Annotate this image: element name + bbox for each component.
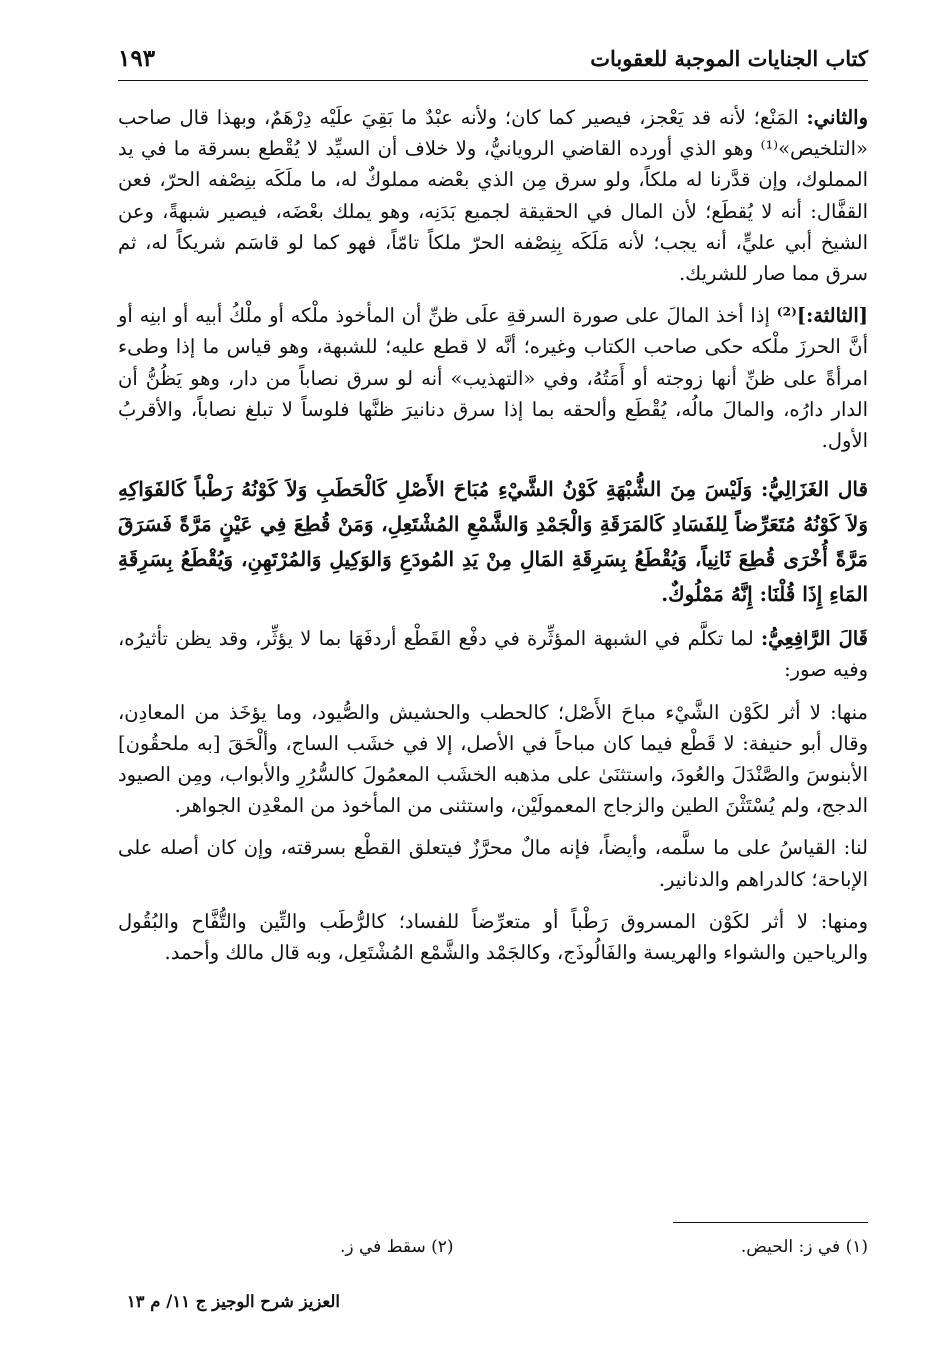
paragraph-lead: والثاني: <box>806 106 868 129</box>
footer-signature: العزيز شرح الوجيز ج ١١/ م ١٣ <box>126 1292 340 1311</box>
paragraph-first-case <box>118 697 868 822</box>
paragraph-second-opinion <box>118 102 868 289</box>
paragraph-text: إذا أخذ المالَ على صورة السرقةِ علَى ظنِّ أن المأخوذ ملْكه أو ملْكُ أبيه أو ابنِه أو أنَّ الحرزَ ملْكه حكى صاحب الكتاب وغيره؛ أنَّه لا قطع عليه؛ للشبهة، وهو قياس ما إذا وطىء امرأةً على ظنِّ أنها زوجته أو أَمَتُهُ، وفي «التهذيب» أنه لو سرق نصاباً من دار، وهو يَظُنُّ أن الدار دارُه، والمالَ مالُه، يُقْطَع وألحقه بما إذا سرق دنانيرَ ظنَّها فلوساً لا تبلغ نصاباً، والأقربُ الأول. <box>118 304 868 453</box>
paragraph-lead: [الثالثة:]⁽²⁾ <box>776 304 868 328</box>
footnote-1: (١) في ز: الحيض. <box>740 1237 868 1257</box>
paragraph-text: وَلَيْسَ مِنَ الشُّبْهَةِ كَوْنُ الشَّيْءِ مُبَاحَ الأَصْلِ كَالْحَطَبِ وَلاَ كَوْنُهُ رَطْباً كَالفَوَاكِهِ وَلاَ كَوْنُهُ مُتَعَرِّضاً لِلفَسَادِ كَالمَرَقَةِ وَالْجَمْدِ وَالشَّمْعِ المُشْتَعِلِ، وَمَنْ قُطِعَ فِي عَيْنٍ مَرَّةً فَسَرَقَ مَرَّةً أُخْرَى قُطِعَ ثَانِياً، وَيُقْطَعُ بِسَرِقَةِ المَالِ مِنْ يَدِ المُودَعِ وَالوَكِيلِ وَالمُرْتَهِنِ، وَيُقْطَعُ بِسَرِقَةِ المَاءِ إِذَا قُلْنَا: إِنَّهُ مَمْلُوكٌ. <box>118 477 868 607</box>
paragraph-text: ومنها: لا أثر لكَوْن المسروق رَطْباً أو متعرِّضاً للفساد؛ كالرُّطَب والتِّين والتُّفَّاح والبُقُول والرياحين والشواء والهريسة والفَالُوذَج، وكالجَمْد والشَّمْع المُشْتَعِل، وبه قال مالك وأحمد. <box>118 909 868 965</box>
footnote-2: (٢) سقط في ز. <box>340 1237 454 1257</box>
paragraph-text: لما تكلَّم في الشبهة المؤثِّرة في دفْع القَطْع أردفَهَا بما لا يؤثِّر، وقد يظن تأثيرُه، وفيه صور: <box>118 627 868 682</box>
paragraph-text: لنا: القياسُ على ما سلَّمه، وأيضاً، فإنه مالٌ محرَّزٌ فيتعلق القطْع بسرقته، وإن كان أصله على الإباحة؛ كالدراهم والدنانير. <box>118 836 868 891</box>
paragraph-text: المَنْع؛ لأنه قد يَعْجز، فيصير كما كان؛ ولأنه عبْدٌ ما بَقِيَ علَيْه دِرْهَمٌ، وبهذا قال صاحب «التلخيص»⁽¹⁾ وهو الذي أورده القاضي الرويانيُّ، ولا خلاف أن السيِّد لا يُقْطع بسرقة ما في يد المملوك، وإن قدَّرنا له ملكاً، ولو سرق مِن الذي بعْضه مملوكٌ له، ما ملَكَه بنِصْفه الحرّ، فعن القفَّال: أنه لا يُقطَع؛ لأن المال في الحقيقة لجميع بَدَنِه، وهو يملك بعْضَه، فيصير شبهةً، وعن الشيخ أبي عليٍّ، أنه يجب؛ لأنه مَلَكَه بِنِصْفه الحرّ ملكاً تامّاً، فهو كما لو قاسَم شريكاً له، ثم سرق مما صار للشريك. <box>118 106 868 286</box>
paragraph-rafii-commentary <box>118 623 868 685</box>
paragraph-ghazali-quote <box>118 472 868 612</box>
paragraph-text: منها: لا أثر لكَوْن الشَّيْء مباحَ الأَصْل؛ كالحطب والحشيش والصُّيود، وما يؤخَذ من المعادِن، وقال أبو حنيفة: لا قَطْع فيما كان مباحاً في الأصل، إلا في خشَب الساج، وألْحَقَ [به ملحقُون] الأبنوسَ والصَّنْدَلَ والعُودَ، واستثنَىٰ على مذهبه الخشَب المعمُولَ كالسُّرُرِ والأبواب، ومِن الصيود الدجج، ولم يُسْتَثْنَ الطين والزجاج المعمولَيْن، واستثنى من المأخوذ من المعْدِن الجواهر. <box>118 700 868 818</box>
header-rule <box>118 80 868 81</box>
paragraph-lead: قَالَ الرَّافِعِيُّ: <box>760 627 868 651</box>
page-header <box>118 40 868 76</box>
paragraph-argument <box>118 832 868 894</box>
main-text <box>118 102 868 968</box>
page-number: ١٩٣ <box>118 44 156 72</box>
paragraph-third-issue <box>118 300 868 456</box>
paragraph-second-case <box>118 906 868 968</box>
footnote-rule <box>673 1222 868 1223</box>
running-title: كتاب الجنايات الموجبة للعقوبات <box>590 45 868 71</box>
paragraph-lead: قال الغَزَالِيُّ: <box>760 477 869 502</box>
footnotes <box>340 1237 868 1257</box>
